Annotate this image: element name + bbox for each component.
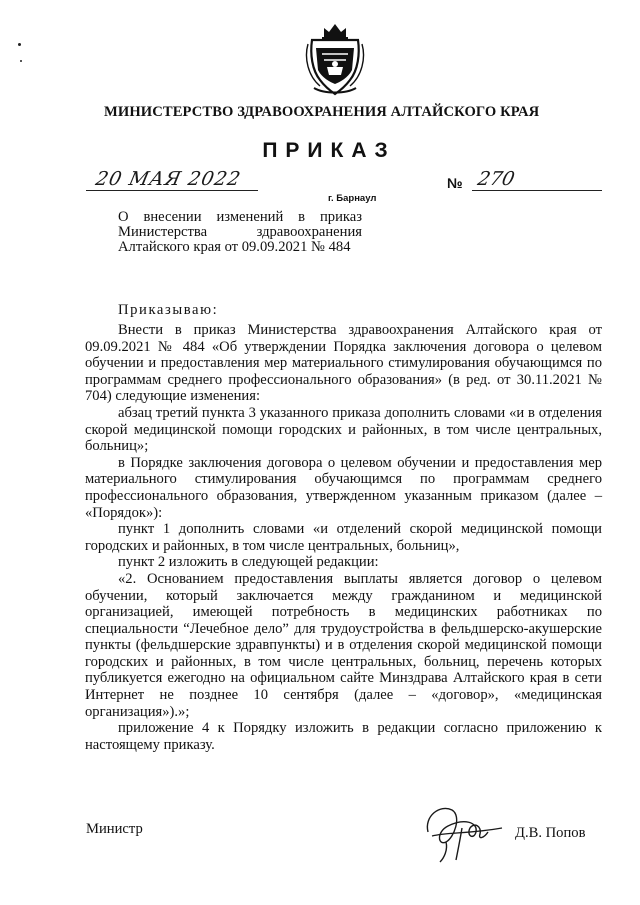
- handwritten-date: 20 МАЯ 2022: [93, 168, 244, 190]
- number-underline: [472, 190, 602, 191]
- scan-speck: [20, 60, 22, 62]
- body-paragraph: «2. Основанием предоставления выплаты является договор о целевом обучении, который заключается между гражданином и медицинской организацией, имеющей потребность в медицинских работниках по специальности “Лечебное дело” для трудоустройства в фельдшерско-акушерские пункты (фельдшерские здравпункты) и в отделения скорой медицинской помощи городских и районных, в том числе центральных, больниц, перечень которых публикуется ежегодно на официальном сайте Минздрава Алтайского края в сети Интернет не позднее 10 сентября (далее – «договор», «медицинская организация»).»;: [85, 570, 602, 720]
- body-paragraph: пункт 1 дополнить словами «и отделений скорой медицинской помощи городских и районных, в том числе центральных, больниц»,: [85, 521, 602, 554]
- document-subject: [118, 210, 362, 255]
- body-paragraph: абзац третий пункта 3 указанного приказа дополнить словами «и в отделения скорой медицинской помощи городских и районных, в том числе центральных, больниц»;: [85, 404, 602, 455]
- scan-speck: [18, 43, 21, 46]
- subject-line: Алтайского края от 09.09.2021 № 484: [118, 239, 351, 255]
- document-body: [85, 322, 602, 753]
- date-underline: [86, 190, 258, 191]
- signature-icon: [418, 792, 508, 864]
- ministry-name: МИНИСТЕРСТВО ЗДРАВООХРАНЕНИЯ АЛТАЙСКОГО КРАЯ: [104, 104, 540, 120]
- coat-of-arms-icon: [300, 18, 370, 98]
- order-word: Приказываю:: [118, 302, 219, 318]
- body-paragraph: в Порядке заключения договора о целевом обучении и предоставления мер материального стимулирования обучающимся по программам среднего профессионального образования, утвержденном указанным приказом (далее – «Порядок»):: [85, 454, 602, 521]
- signatory-name: Д.В. Попов: [515, 825, 586, 841]
- city-label: г. Барнаул: [328, 193, 377, 204]
- body-paragraph: Внести в приказ Министерства здравоохранения Алтайского края от 09.09.2021 № 484 «Об утверждении Порядка заключения договора о целевом обучении и предоставления мер материального стимулирования обучающимся по программам среднего профессионального образования» (в ред. от 30.11.2021 № 704) следующие изменения:: [85, 322, 602, 405]
- subject-line: Министерства здравоохранения: [118, 224, 362, 240]
- body-paragraph: пункт 2 изложить в следующей редакции:: [118, 554, 379, 571]
- document-title: ПРИКАЗ: [262, 139, 396, 162]
- body-paragraph: приложение 4 к Порядку изложить в редакции согласно приложению к настоящему приказу.: [85, 720, 602, 753]
- number-label: №: [447, 175, 463, 191]
- signatory-position: Министр: [86, 821, 143, 837]
- subject-line: О внесении изменений в приказ: [118, 209, 362, 225]
- handwritten-number: 270: [475, 168, 517, 190]
